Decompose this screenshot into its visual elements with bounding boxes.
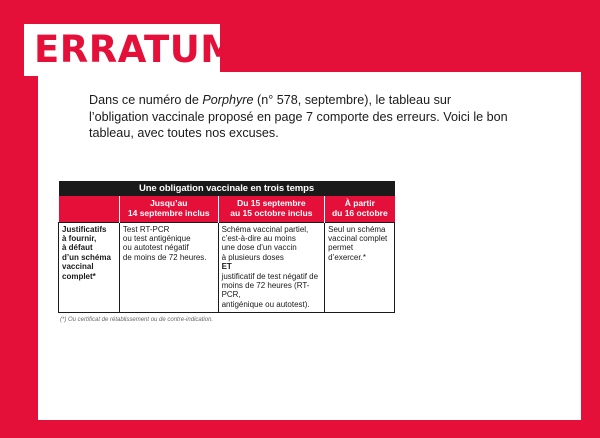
column-header-empty (59, 196, 120, 222)
cell-line: ou autotest négatif (122, 243, 189, 253)
column-header-line: au 15 octobre inclus (230, 207, 313, 218)
footnote: (*) Ou certificat de rétablissement ou de contre-indication. (60, 317, 214, 323)
column-header-period-2 (218, 196, 325, 222)
cell-line: c’est-à-dire au moins (221, 233, 296, 243)
column-header-line: Jusqu’au (150, 198, 188, 209)
cell-line: vaccinal complet (328, 233, 388, 243)
intro-paragraph (89, 92, 509, 142)
row-header-line: vaccinal (62, 262, 94, 272)
row-header-line: complet* (62, 271, 96, 281)
row-header-line: à fournir, (62, 233, 97, 243)
table-row (59, 222, 395, 313)
cell-line: Test RT-PCR (122, 224, 170, 234)
column-header-row (59, 196, 395, 222)
row-header-justificatifs (59, 222, 120, 313)
intro-text-end: (n° 578, septembre), le tableau sur l’obligation vaccinale proposé en page 7 comporte des erreurs. Voici le bon tableau, avec toutes nos excuses. (89, 93, 508, 140)
cell-line: ou test antigénique (122, 233, 191, 243)
column-header-line: 14 septembre inclus (127, 207, 210, 218)
cell-line: moins de 72 heures (RT-PCR, (221, 280, 310, 300)
cell-line: justificatif de test négatif de (221, 271, 319, 281)
cell-period-3 (325, 222, 395, 313)
page-title: ERRATUM (34, 28, 238, 71)
intro-text-start: Dans ce numéro de (89, 93, 203, 107)
table-title: Une obligation vaccinale en trois temps (59, 181, 395, 196)
column-header-line: du 16 octobre (331, 207, 388, 218)
cell-line: Seul un schéma (328, 224, 386, 234)
cell-line: une dose d’un vaccin (221, 243, 297, 253)
cell-period-1 (119, 222, 218, 313)
row-header-line: à défaut (62, 243, 93, 253)
cell-line: à plusieurs doses (221, 252, 284, 262)
column-header-line: À partir (344, 198, 375, 209)
cell-line-conjunction: ET (221, 262, 232, 272)
column-header-line: Du 15 septembre (237, 198, 306, 209)
row-header-line: Justificatifs (62, 224, 107, 234)
journal-name: Porphyre (202, 93, 254, 107)
cell-line: Schéma vaccinal partiel, (221, 224, 309, 234)
column-header-period-1 (119, 196, 218, 222)
cell-line: permet d’exercer.* (328, 243, 366, 262)
cell-line: antigénique ou autotest). (221, 299, 310, 309)
cell-line: de moins de 72 heures. (122, 252, 207, 262)
column-header-period-3 (325, 196, 395, 222)
row-header-line: d’un schéma (62, 252, 111, 262)
cell-period-2 (218, 222, 325, 313)
vaccination-table (58, 181, 395, 313)
